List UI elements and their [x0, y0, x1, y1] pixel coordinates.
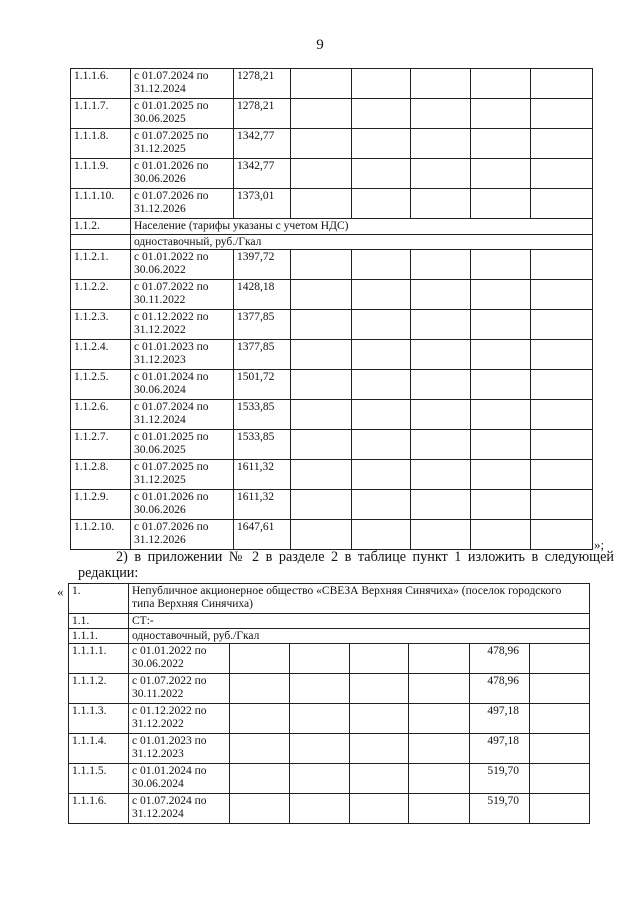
section-header: одноставочный, руб./Гкал [131, 235, 593, 250]
empty-cell [531, 99, 593, 129]
empty-cell [352, 159, 411, 189]
table-row [69, 734, 590, 764]
row-number: 1.1.2.1. [71, 250, 131, 280]
row-number: 1.1.2.4. [71, 340, 131, 370]
row-number: 1.1.2.5. [71, 370, 131, 400]
paragraph-line-1: 2) в приложении № 2 в разделе 2 в таблице пункт 1 изложить в следующей [116, 549, 614, 565]
period-cell: с 01.07.2026 по 31.12.2026 [131, 520, 234, 550]
row-number: 1.1.1.6. [69, 794, 129, 824]
empty-cell [531, 310, 593, 340]
empty-cell [411, 400, 471, 430]
period-cell: с 01.07.2024 по 31.12.2024 [131, 400, 234, 430]
row-number: 1.1.2.3. [71, 310, 131, 340]
empty-cell [290, 704, 350, 734]
empty-cell [291, 400, 352, 430]
empty-cell [352, 490, 411, 520]
period-cell: с 01.01.2026 по 30.06.2026 [131, 490, 234, 520]
empty-cell [471, 250, 531, 280]
row-number: 1.1.1. [69, 629, 129, 644]
empty-cell [411, 99, 471, 129]
empty-cell [352, 430, 411, 460]
empty-cell [230, 704, 290, 734]
empty-cell [290, 734, 350, 764]
tariff-value: 519,70 [470, 794, 530, 824]
empty-cell [230, 764, 290, 794]
empty-cell [411, 69, 471, 99]
table-row [69, 629, 590, 644]
table-row [71, 430, 593, 460]
empty-cell [352, 340, 411, 370]
section-header: Население (тарифы указаны с учетом НДС) [131, 219, 593, 235]
empty-cell [230, 794, 290, 824]
period-cell: с 01.12.2022 по 31.12.2022 [131, 310, 234, 340]
period-cell: с 01.07.2022 по 30.11.2022 [129, 674, 230, 704]
row-number: 1.1.2.7. [71, 430, 131, 460]
empty-cell [531, 280, 593, 310]
empty-cell [411, 250, 471, 280]
empty-cell [411, 310, 471, 340]
empty-cell [350, 794, 409, 824]
table-row [71, 370, 593, 400]
empty-cell [352, 370, 411, 400]
table-row [71, 69, 593, 99]
tariff-value: 478,96 [470, 644, 530, 674]
empty-cell [411, 520, 471, 550]
empty-cell [409, 674, 470, 704]
row-number: 1.1.2.10. [71, 520, 131, 550]
row-number: 1.1.2. [71, 219, 131, 235]
table-row [69, 764, 590, 794]
empty-cell [411, 340, 471, 370]
tariff-value: 1377,85 [234, 340, 291, 370]
period-cell: с 01.07.2024 по 31.12.2024 [131, 69, 234, 99]
table-row [69, 614, 590, 629]
empty-cell [411, 129, 471, 159]
empty-cell [291, 520, 352, 550]
empty-cell [531, 69, 593, 99]
empty-cell [530, 644, 590, 674]
period-cell: с 01.01.2025 по 30.06.2025 [131, 430, 234, 460]
empty-cell [471, 280, 531, 310]
empty-cell [291, 250, 352, 280]
empty-cell [409, 794, 470, 824]
row-number: 1.1. [69, 614, 129, 629]
empty-cell [291, 189, 352, 219]
tariff-value: 1428,18 [234, 280, 291, 310]
empty-cell [411, 430, 471, 460]
row-number: 1.1.1.9. [71, 159, 131, 189]
period-cell: с 01.07.2024 по 31.12.2024 [129, 794, 230, 824]
empty-cell [290, 794, 350, 824]
table-row [69, 704, 590, 734]
empty-cell [411, 189, 471, 219]
empty-cell [291, 280, 352, 310]
row-number: 1.1.2.9. [71, 490, 131, 520]
empty-cell [291, 340, 352, 370]
empty-cell [291, 370, 352, 400]
paragraph-line-2: редакции: [78, 565, 139, 581]
empty-cell [230, 644, 290, 674]
empty-cell [531, 189, 593, 219]
row-number: 1.1.1.8. [71, 129, 131, 159]
empty-cell [352, 99, 411, 129]
empty-cell [530, 734, 590, 764]
period-cell: с 01.01.2024 по 30.06.2024 [131, 370, 234, 400]
table-row [69, 794, 590, 824]
page-number: 9 [316, 37, 324, 53]
tariff-value: 497,18 [470, 734, 530, 764]
empty-cell [531, 490, 593, 520]
empty-cell [230, 734, 290, 764]
empty-cell [471, 129, 531, 159]
empty-cell [352, 400, 411, 430]
tariff-value: 519,70 [470, 764, 530, 794]
row-number: 1.1.2.2. [71, 280, 131, 310]
empty-cell [411, 460, 471, 490]
row-number: 1. [69, 584, 129, 614]
tariff-value: 1533,85 [234, 400, 291, 430]
row-number: 1.1.1.1. [69, 644, 129, 674]
row-number: 1.1.1.3. [69, 704, 129, 734]
period-cell: с 01.07.2025 по 31.12.2025 [131, 460, 234, 490]
empty-cell [409, 764, 470, 794]
empty-cell [411, 159, 471, 189]
table-row [71, 460, 593, 490]
section-header: СТ:- [129, 614, 590, 629]
period-cell: с 01.01.2023 по 31.12.2023 [131, 340, 234, 370]
row-number: 1.1.1.5. [69, 764, 129, 794]
tariff-value: 1397,72 [234, 250, 291, 280]
tariff-value: 1501,72 [234, 370, 291, 400]
empty-cell [291, 310, 352, 340]
table-row [69, 644, 590, 674]
period-cell: с 01.01.2024 по 30.06.2024 [129, 764, 230, 794]
empty-cell [291, 69, 352, 99]
empty-cell [350, 674, 409, 704]
empty-cell [352, 460, 411, 490]
empty-cell [350, 764, 409, 794]
table-row [71, 310, 593, 340]
tariff-value: 1533,85 [234, 430, 291, 460]
empty-cell [531, 250, 593, 280]
empty-cell [471, 340, 531, 370]
empty-cell [230, 674, 290, 704]
row-number: 1.1.1.4. [69, 734, 129, 764]
table-row [71, 250, 593, 280]
tariff-value: 1377,85 [234, 310, 291, 340]
empty-cell [291, 460, 352, 490]
empty-cell [471, 520, 531, 550]
empty-cell [471, 490, 531, 520]
empty-cell [291, 99, 352, 129]
empty-cell [531, 430, 593, 460]
closing-quote: »; [594, 537, 605, 552]
tariff-value: 1278,21 [234, 69, 291, 99]
empty-cell [471, 99, 531, 129]
period-cell: с 01.01.2026 по 30.06.2026 [131, 159, 234, 189]
row-number [71, 235, 131, 250]
empty-cell [531, 129, 593, 159]
table-row [71, 280, 593, 310]
empty-cell [409, 644, 470, 674]
table-row [71, 129, 593, 159]
empty-cell [411, 370, 471, 400]
table-row [69, 674, 590, 704]
empty-cell [352, 129, 411, 159]
tariff-value: 1342,77 [234, 159, 291, 189]
empty-cell [471, 370, 531, 400]
table-row [71, 189, 593, 219]
empty-cell [531, 520, 593, 550]
row-number: 1.1.2.6. [71, 400, 131, 430]
row-number: 1.1.1.7. [71, 99, 131, 129]
empty-cell [471, 189, 531, 219]
table-row [71, 99, 593, 129]
empty-cell [530, 674, 590, 704]
empty-cell [530, 794, 590, 824]
empty-cell [531, 370, 593, 400]
tariff-value: 1611,32 [234, 490, 291, 520]
empty-cell [409, 734, 470, 764]
tariff-value: 1611,32 [234, 460, 291, 490]
empty-cell [352, 310, 411, 340]
empty-cell [350, 644, 409, 674]
empty-cell [531, 159, 593, 189]
period-cell: с 01.07.2026 по 31.12.2026 [131, 189, 234, 219]
empty-cell [291, 159, 352, 189]
table-row [69, 584, 590, 614]
empty-cell [352, 250, 411, 280]
tariff-value: 1373,01 [234, 189, 291, 219]
table-row [71, 340, 593, 370]
empty-cell [291, 430, 352, 460]
table-row [71, 235, 593, 250]
tariff-value: 1647,61 [234, 520, 291, 550]
empty-cell [471, 430, 531, 460]
row-number: 1.1.2.8. [71, 460, 131, 490]
empty-cell [531, 400, 593, 430]
empty-cell [350, 704, 409, 734]
row-number: 1.1.1.10. [71, 189, 131, 219]
period-cell: с 01.01.2023 по 31.12.2023 [129, 734, 230, 764]
section-header: Непубличное акционерное общество «СВЕЗА Верхняя Синячиха» (поселок городского типа Верхняя Синячиха) [129, 584, 590, 614]
empty-cell [290, 764, 350, 794]
table-row [71, 490, 593, 520]
empty-cell [530, 764, 590, 794]
empty-cell [352, 69, 411, 99]
opening-quote: « [57, 584, 64, 599]
tariff-value: 478,96 [470, 674, 530, 704]
empty-cell [531, 460, 593, 490]
empty-cell [409, 704, 470, 734]
table-row [71, 159, 593, 189]
period-cell: с 01.01.2025 по 30.06.2025 [131, 99, 234, 129]
empty-cell [352, 189, 411, 219]
period-cell: с 01.01.2022 по 30.06.2022 [131, 250, 234, 280]
period-cell: с 01.07.2025 по 31.12.2025 [131, 129, 234, 159]
empty-cell [531, 340, 593, 370]
row-number: 1.1.1.2. [69, 674, 129, 704]
tariff-value: 497,18 [470, 704, 530, 734]
amendment-paragraph [78, 549, 614, 581]
empty-cell [350, 734, 409, 764]
empty-cell [352, 520, 411, 550]
empty-cell [471, 159, 531, 189]
table-row [71, 520, 593, 550]
tariff-table-2 [68, 583, 590, 824]
empty-cell [290, 674, 350, 704]
empty-cell [471, 460, 531, 490]
tariff-value: 1342,77 [234, 129, 291, 159]
row-number: 1.1.1.6. [71, 69, 131, 99]
empty-cell [471, 310, 531, 340]
section-header: одноставочный, руб./Гкал [129, 629, 590, 644]
empty-cell [291, 129, 352, 159]
empty-cell [471, 69, 531, 99]
tariff-value: 1278,21 [234, 99, 291, 129]
empty-cell [290, 644, 350, 674]
empty-cell [411, 280, 471, 310]
period-cell: с 01.07.2022 по 30.11.2022 [131, 280, 234, 310]
tariff-table-1 [70, 68, 593, 550]
empty-cell [530, 704, 590, 734]
empty-cell [411, 490, 471, 520]
table-row [71, 219, 593, 235]
table-row [71, 400, 593, 430]
period-cell: с 01.01.2022 по 30.06.2022 [129, 644, 230, 674]
empty-cell [471, 400, 531, 430]
empty-cell [352, 280, 411, 310]
empty-cell [291, 490, 352, 520]
period-cell: с 01.12.2022 по 31.12.2022 [129, 704, 230, 734]
